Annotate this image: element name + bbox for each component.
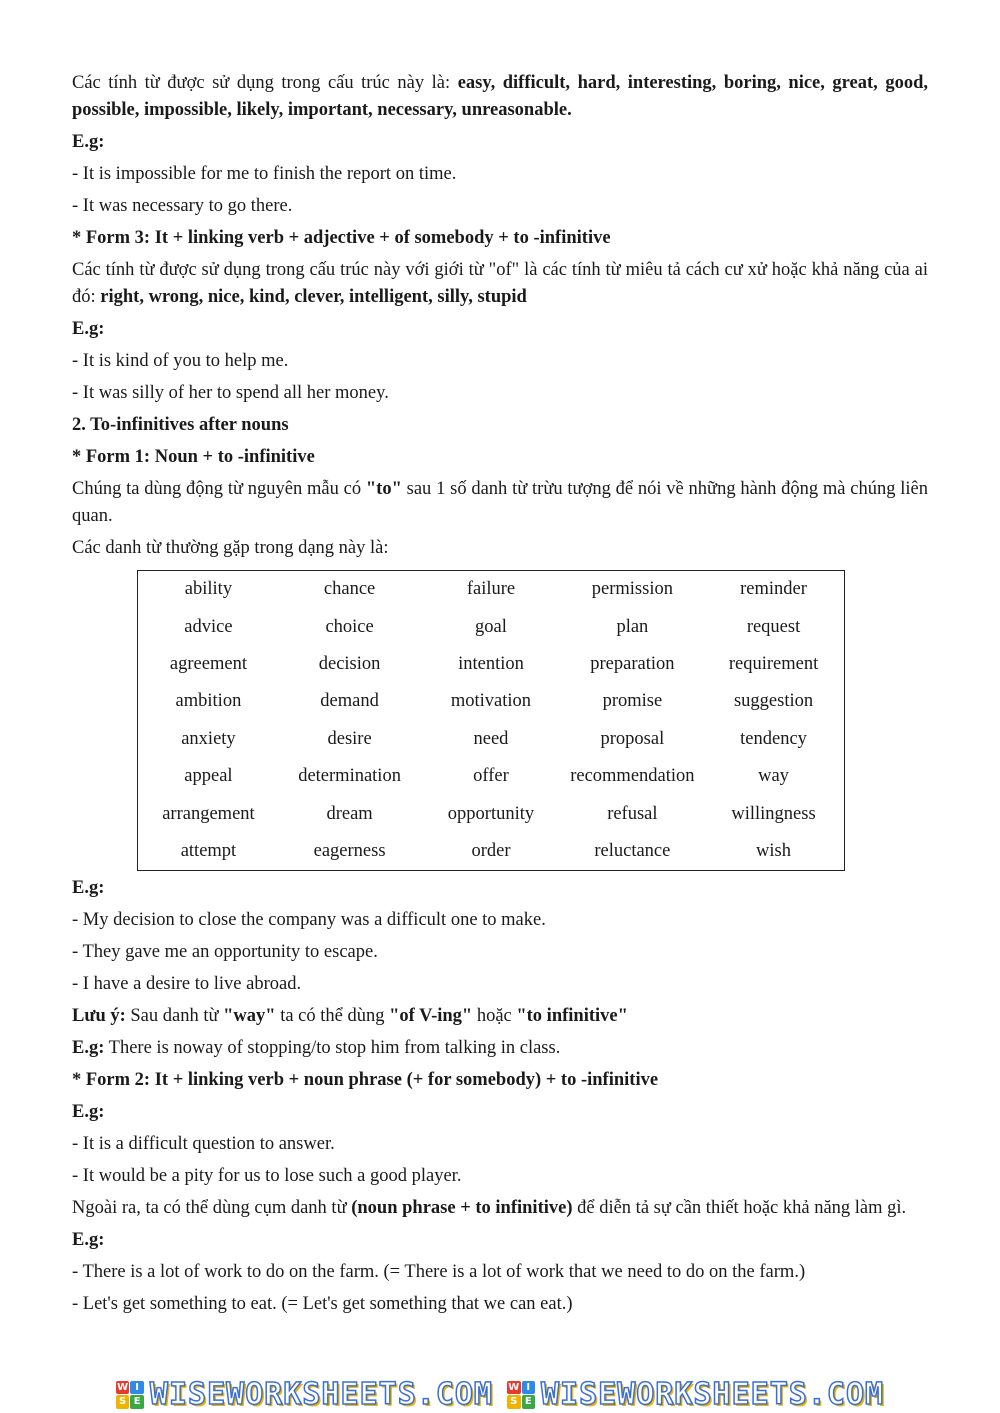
form1-heading: * Form 1: Noun + to -infinitive: [72, 447, 315, 467]
noun-table: [137, 570, 845, 871]
noun-cell: eagerness: [313, 840, 386, 861]
form3-description: Các tính từ được sử dụng trong cấu trúc này với giới từ "of" là các tính từ miêu tả cách cư xử hoặc khả năng của ai đó: right, wrong, nice, kind, clever, intelligent, silly, stupid: [72, 260, 928, 307]
noun-cell: suggestion: [733, 691, 814, 712]
example-line: - It was silly of her to spend all her money.: [72, 383, 389, 403]
noun-cell: motivation: [450, 691, 532, 712]
wise-logo-icon: W I S E: [116, 1381, 144, 1409]
eg-label: E.g:: [72, 878, 105, 899]
example-line: - I have a desire to live abroad.: [72, 974, 302, 995]
noun-cell: proposal: [600, 728, 665, 749]
noun-cell: determination: [298, 766, 401, 787]
intro-paragraph: Các tính từ được sử dụng trong cấu trúc này là: easy, difficult, hard, interesting, boring, nice, great, good, possible, impossible, likely, important, necessary, unreasonable.: [72, 73, 928, 120]
eg-label: E.g:: [72, 1102, 105, 1123]
example-line: - It was necessary to go there.: [72, 196, 293, 216]
section2-heading: 2. To-infinitives after nouns: [72, 415, 289, 435]
noun-cell: arrangement: [162, 803, 255, 824]
note-paragraph: Lưu ý: Sau danh từ "way" ta có thể dùng "of V-ing" hoặc "to infinitive": [72, 1006, 628, 1027]
document-page: [72, 70, 928, 1318]
noun-cell: demand: [320, 691, 379, 712]
noun-cell: chance: [323, 579, 376, 600]
example-line: - There is a lot of work to do on the farm. (= There is a lot of work that we need to do on the farm.): [72, 1262, 806, 1283]
example-line: - They gave me an opportunity to escape.: [72, 942, 378, 963]
noun-cell: promise: [602, 691, 663, 712]
noun-table-row: [138, 795, 845, 832]
noun-cell: recommendation: [570, 766, 695, 787]
noun-cell: reluctance: [594, 840, 671, 861]
noun-table-row: [138, 683, 845, 720]
noun-cell: permission: [591, 579, 673, 600]
example-line: - My decision to close the company was a difficult one to make.: [72, 910, 546, 931]
noun-cell: dream: [326, 803, 373, 824]
brand-wordmark: WISEWORKSHEETS.COM: [149, 1377, 493, 1412]
noun-table-row: [138, 571, 845, 609]
noun-table-row: [138, 646, 845, 683]
noun-cell: ambition: [175, 691, 242, 712]
noun-cell: agreement: [169, 653, 247, 674]
noun-table-row: [138, 608, 845, 645]
form1-description: Chúng ta dùng động từ nguyên mẫu có "to" sau 1 số danh từ trừu tượng để nói về những hành động mà chúng liên quan.: [72, 479, 928, 526]
noun-cell: requirement: [728, 653, 819, 674]
noun-cell: intention: [458, 653, 524, 674]
brand-wordmark: WISEWORKSHEETS.COM: [541, 1377, 885, 1412]
example-line: - It is impossible for me to finish the report on time.: [72, 164, 457, 184]
noun-cell: preparation: [590, 653, 675, 674]
noun-cell: attempt: [180, 840, 237, 861]
noun-cell: willingness: [731, 803, 816, 824]
example-line: - It is a difficult question to answer.: [72, 1134, 335, 1155]
noun-cell: appeal: [184, 766, 233, 787]
noun-cell: ability: [184, 579, 233, 600]
eg-label: E.g:: [72, 132, 105, 152]
eg-label: E.g:: [72, 319, 105, 339]
noun-cell: anxiety: [181, 728, 236, 749]
noun-table-row: [138, 721, 845, 758]
form3-heading: * Form 3: It + linking verb + adjective + of somebody + to -infinitive: [72, 228, 611, 248]
brand-left: [116, 1377, 493, 1412]
noun-cell: reminder: [740, 579, 807, 600]
brand-right: [507, 1377, 884, 1412]
noun-cell: request: [746, 616, 801, 637]
footer-watermark: [0, 1376, 1000, 1413]
noun-cell: goal: [475, 616, 507, 637]
noun-cell: desire: [327, 728, 372, 749]
noun-cell: decision: [318, 653, 381, 674]
noun-cell: refusal: [607, 803, 658, 824]
noun-table-row: [138, 833, 845, 871]
noun-cell: order: [471, 840, 511, 861]
noun-list-intro: Các danh từ thường gặp trong dạng này là:: [72, 538, 389, 558]
noun-cell: way: [758, 766, 789, 787]
extra-paragraph: Ngoài ra, ta có thể dùng cụm danh từ (noun phrase + to infinitive) để diễn tả sự cần thiết hoặc khả năng làm gì.: [72, 1198, 907, 1219]
noun-cell: tendency: [740, 728, 807, 749]
noun-cell: choice: [325, 616, 374, 637]
noun-cell: offer: [473, 766, 509, 787]
noun-cell: failure: [466, 579, 516, 600]
example-line: - Let's get something to eat. (= Let's get something that we can eat.): [72, 1294, 573, 1315]
noun-cell: wish: [756, 840, 791, 861]
noun-table-row: [138, 758, 845, 795]
note-example: E.g: There is noway of stopping/to stop him from talking in class.: [72, 1038, 561, 1059]
noun-cell: plan: [616, 616, 649, 637]
noun-cell: need: [473, 728, 509, 749]
form2-heading: * Form 2: It + linking verb + noun phrase (+ for somebody) + to -infinitive: [72, 1070, 659, 1091]
eg-label: E.g:: [72, 1230, 105, 1251]
wise-logo-icon: W I S E: [507, 1381, 535, 1409]
example-line: - It would be a pity for us to lose such a good player.: [72, 1166, 462, 1187]
noun-cell: opportunity: [447, 803, 535, 824]
noun-cell: advice: [184, 616, 233, 637]
example-line: - It is kind of you to help me.: [72, 351, 289, 371]
